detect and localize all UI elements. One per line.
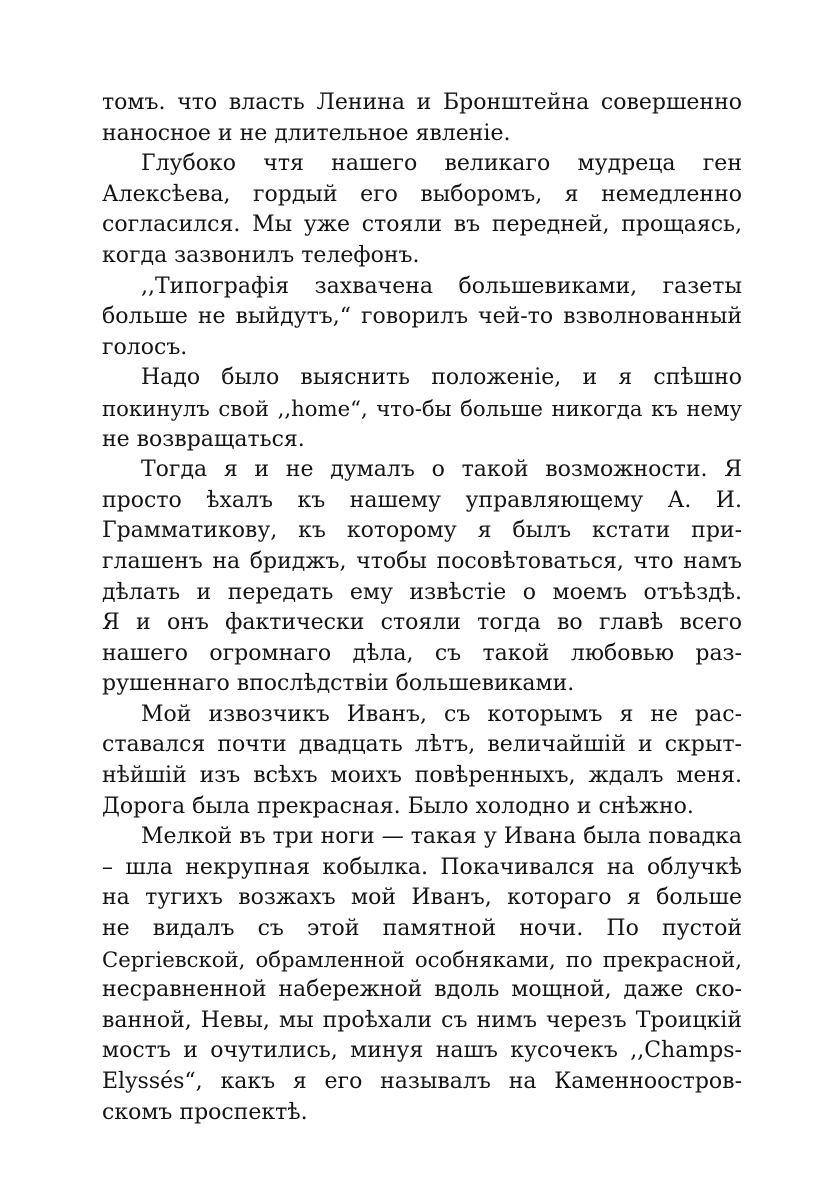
text-line: несравненной набережной вдоль мощной, даже ско- bbox=[102, 977, 742, 1003]
text-line: покинулъ свой ,,home“, что-бы больше никогда къ нему bbox=[102, 395, 742, 421]
text-line: – шла некрупная кобылка. Покачивался на облучкѣ bbox=[102, 854, 742, 880]
text-line: Алексѣева, гордый его выборомъ, я немедленно bbox=[102, 181, 742, 207]
text-line: ванной, Невы, мы проѣхали съ нимъ черезъ Троицкій bbox=[102, 1007, 742, 1033]
text-line: нѣйшій изъ всѣхъ моихъ повѣренныхъ, ждалъ меня. bbox=[102, 763, 742, 789]
text-line: томъ. что власть Ленина и Бронштейна совершенно bbox=[102, 90, 742, 115]
page-text bbox=[102, 88, 742, 1128]
text-line: дѣлать и передать ему извѣстіе о моемъ отъѣздѣ. bbox=[102, 579, 742, 605]
text-line: ,,Типографія захвачена большевиками, газеты bbox=[141, 273, 742, 299]
text-line: Глубоко чтя нашего великаго мудреца ген bbox=[141, 151, 742, 177]
text-line: наносное и не длительное явленіе. bbox=[102, 120, 511, 146]
text-line: просто ѣхалъ къ нашему управляющему А. И. bbox=[102, 487, 742, 513]
text-line: не возвращаться. bbox=[102, 426, 305, 452]
text-line: глашенъ на бриджъ, чтобы посовѣтоваться, что намъ bbox=[102, 548, 742, 574]
text-line: мостъ и очутились, минуя нашъ кусочекъ ,,Champs- bbox=[102, 1038, 742, 1064]
text-line: Мелкой въ три ноги — такая у Ивана была повадка bbox=[141, 824, 742, 850]
text-line: рушеннаго впослѣдствіи большевиками. bbox=[102, 671, 575, 697]
text-line: согласился. Мы уже стояли въ передней, прощаясь, bbox=[102, 212, 742, 238]
text-line: Дорога была прекрасная. Было холодно и снѣжно. bbox=[102, 793, 694, 819]
text-line: больше не выйдутъ,“ говорилъ чей-то взволнованный bbox=[102, 304, 742, 330]
text-line: Сергіевской, обрамленной особняками, по прекрасной, bbox=[102, 946, 742, 972]
text-line: нашего огромнаго дѣла, съ такой любовью раз- bbox=[102, 640, 742, 666]
text-line: голосъ. bbox=[102, 334, 188, 360]
text-line: когда зазвонилъ телефонъ. bbox=[102, 242, 420, 268]
text-line: Я и онъ фактически стояли тогда во главѣ всего bbox=[102, 610, 742, 636]
text-line: Надо было выяснить положеніе, и я спѣшно bbox=[141, 365, 742, 391]
text-line: Elyssés“, какъ я его называлъ на Каменноостров- bbox=[102, 1069, 742, 1094]
text-line: не видалъ съ этой памятной ночи. По пустой bbox=[102, 916, 742, 942]
text-line: Тогда я и не думалъ о такой возможности. Я bbox=[141, 457, 742, 483]
text-line: Мой извозчикъ Иванъ, съ которымъ я не рас- bbox=[141, 701, 742, 727]
text-line: ставался почти двадцать лѣтъ, величайшій и скрыт- bbox=[102, 732, 742, 758]
text-line: скомъ проспектѣ. bbox=[102, 1099, 308, 1125]
text-line: на тугихъ возжахъ мой Иванъ, котораго я больше bbox=[102, 885, 742, 911]
text-line: Грамматикову, къ которому я былъ кстати при- bbox=[102, 518, 742, 544]
